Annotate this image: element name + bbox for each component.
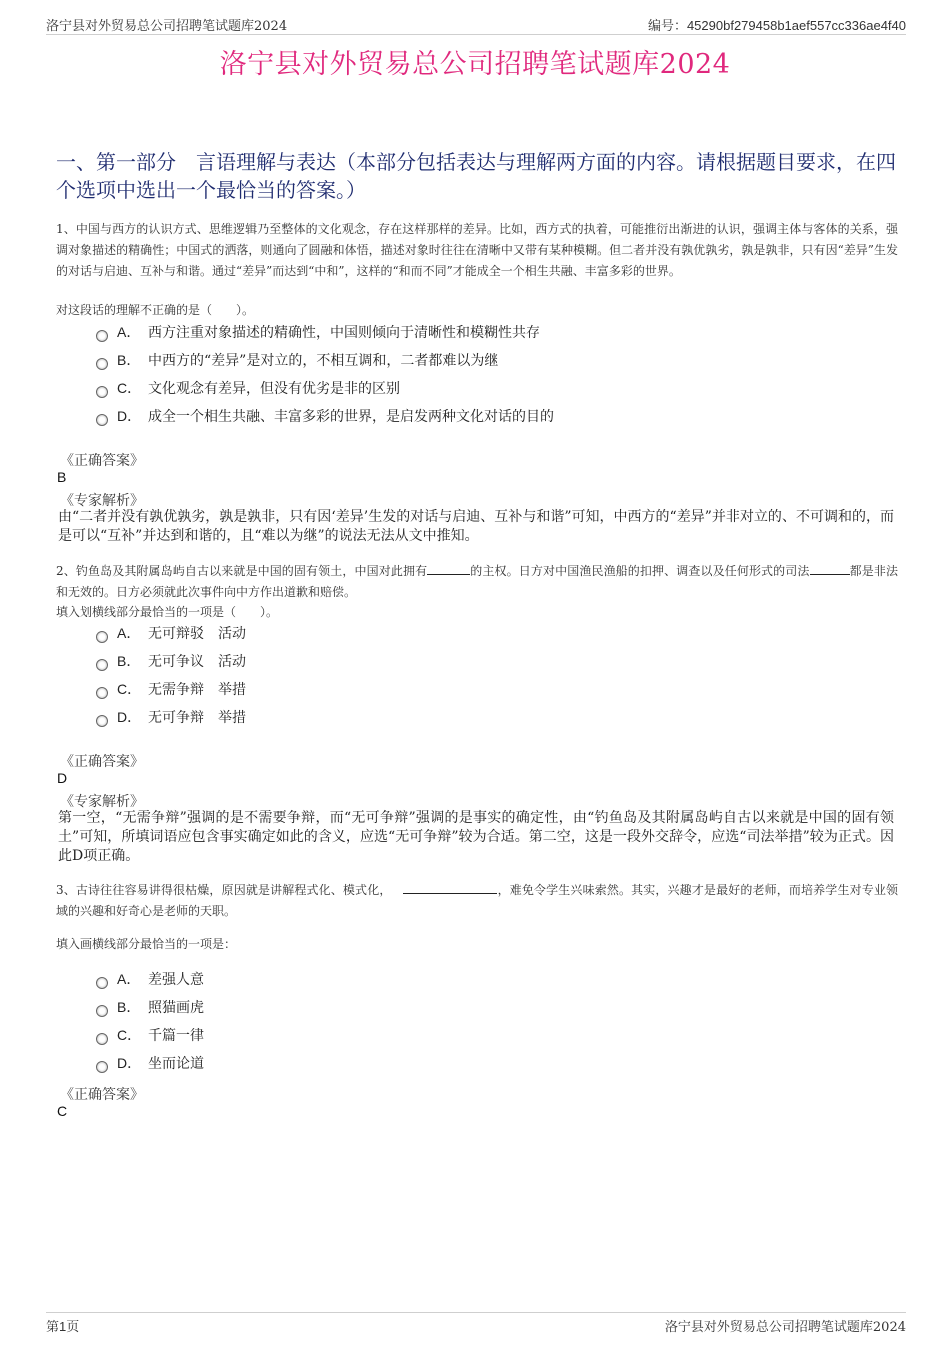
question-1-prompt: 对这段话的理解不正确的是（ ）。 (56, 303, 255, 317)
radio-icon[interactable] (96, 687, 108, 699)
question-2-prompt: 填入划横线部分最恰当的一项是（ ）。 (56, 605, 279, 619)
question-2-explanation: 第一空，“无需争辩”强调的是不需要争辩，而“无可争辩”强调的是事实的确定性，由“钓鱼岛及其附属岛屿自古以来就是中国的固有领土”可知，所填词语应包含事实确定如此的含义，应选“无可争辩”较为合适。第二空，这是一段外交辞令，应选“司法举措”较为正式。因此D项正确。 (58, 810, 894, 864)
option-letter: D． (117, 1055, 142, 1071)
radio-icon[interactable] (96, 358, 108, 370)
answer-blank (403, 881, 497, 894)
option-text: 坐而论道 (148, 1056, 204, 1072)
radio-icon[interactable] (96, 1033, 108, 1045)
option-text: 无可争辩 举措 (148, 710, 246, 726)
question-2-text: 2、钓鱼岛及其附属岛屿自古以来就是中国的固有领土，中国对此拥有 的主权。日方对中国渔民渔船的扣押、调查以及任何形式的司法 都是非法和无效的。日方必须就此次事件向中方作出道歉和赔偿。 (56, 564, 898, 599)
question-1-text: 1、中国与西方的认识方式、思维逻辑乃至整体的文化观念，存在这样那样的差异。比如，西方式的执着，可能推衍出渐进的认识，强调主体与客体的关系，强调对象描述的精确性；中国式的洒落，则通向了圆融和体悟，描述对象时往往在清晰中又带有某种模糊。但二者并没有孰优孰劣，孰是孰非，只有因“差异”生发的对话与启迪、互补与和谐。通过“差异”而达到“中和”，这样的“和而不同”才能成全一个相生共融、丰富多彩的世界。 (56, 222, 898, 278)
option-letter: B． (117, 999, 141, 1015)
footer-divider (46, 1312, 906, 1313)
option-letter: A． (117, 324, 141, 340)
question-1-explanation: 由“二者并没有孰优孰劣，孰是孰非，只有因‘差异’生发的对话与启迪、互补与和谐”可知，中西方的“差异”并非对立的、不可调和的，而是可以“互补”并达到和谐的，且“难以为继”的说法无法从文中推知。 (58, 509, 894, 544)
option-text: 千篇一律 (148, 1028, 204, 1044)
serial-value: 45290bf279458b1aef557cc336ae4f40 (686, 18, 906, 33)
question-3-option-a[interactable] (96, 969, 204, 989)
question-1-option-a[interactable] (96, 322, 540, 342)
question-1-answer-label: 《正确答案》 (60, 453, 144, 469)
page-title: 洛宁县对外贸易总公司招聘笔试题库2024 (219, 49, 731, 80)
question-2-explanation-label: 《专家解析》 (60, 794, 144, 810)
answer-blank (427, 562, 470, 575)
section-heading: 一、第一部分 言语理解与表达（本部分包括表达与理解两方面的内容。请根据题目要求，在四个选项中选出一个最恰当的答案。） (56, 150, 896, 202)
radio-icon[interactable] (96, 414, 108, 426)
radio-icon[interactable] (96, 330, 108, 342)
option-text: 差强人意 (148, 972, 204, 988)
radio-icon[interactable] (96, 631, 108, 643)
question-2-option-c[interactable] (96, 679, 246, 699)
option-text: 文化观念有差异，但没有优劣是非的区别 (148, 381, 400, 397)
radio-icon[interactable] (96, 1005, 108, 1017)
question-3-option-c[interactable] (96, 1025, 204, 1045)
question-2-option-a[interactable] (96, 623, 246, 643)
question-1-answer: B (57, 469, 67, 485)
question-2-answer-label: 《正确答案》 (60, 754, 144, 770)
question-1-option-b[interactable] (96, 350, 498, 370)
option-letter: A． (117, 625, 141, 641)
question-3-text: 3、古诗往往容易讲得很枯燥，原因就是讲解程式化、模式化， ，难免令学生兴味索然。其实，兴趣才是最好的老师，而培养学生对专业领域的兴趣和好奇心是老师的天职。 (56, 883, 898, 918)
option-letter: A． (117, 971, 141, 987)
question-2-option-b[interactable] (96, 651, 246, 671)
footer-page-number: 第1页 (46, 1319, 80, 1335)
option-text: 无可争议 活动 (148, 654, 246, 670)
radio-icon[interactable] (96, 977, 108, 989)
header-divider (46, 34, 906, 35)
option-letter: C． (117, 1027, 142, 1043)
radio-icon[interactable] (96, 386, 108, 398)
question-3-prompt: 填入画横线部分最恰当的一项是： (56, 937, 237, 951)
question-1-option-d[interactable] (96, 406, 554, 426)
option-text: 无需争辩 举措 (148, 682, 246, 698)
option-text: 中西方的“差异”是对立的，不相互调和，二者都难以为继 (148, 353, 499, 369)
option-letter: B． (117, 653, 141, 669)
serial-label: 编号： (647, 19, 687, 34)
option-text: 西方注重对象描述的精确性，中国则倾向于清晰性和模糊性共存 (148, 325, 540, 341)
option-letter: C． (117, 681, 142, 697)
header-document-title: 洛宁县对外贸易总公司招聘笔试题库2024 (46, 19, 288, 34)
option-letter: C． (117, 380, 142, 396)
header-serial-number (648, 15, 906, 34)
question-3-option-b[interactable] (96, 997, 204, 1017)
question-1-option-c[interactable] (96, 378, 400, 398)
option-letter: B． (117, 352, 141, 368)
question-2-option-d[interactable] (96, 707, 246, 727)
radio-icon[interactable] (96, 659, 108, 671)
question-3-answer: C (57, 1103, 68, 1119)
question-2-answer: D (57, 770, 68, 786)
radio-icon[interactable] (96, 1061, 108, 1073)
radio-icon[interactable] (96, 715, 108, 727)
option-text: 无可辩驳 活动 (148, 626, 246, 642)
footer-document-title: 洛宁县对外贸易总公司招聘笔试题库2024 (664, 1320, 906, 1335)
question-3-answer-label: 《正确答案》 (60, 1087, 144, 1103)
option-text: 照猫画虎 (148, 1000, 204, 1016)
question-1-explanation-label: 《专家解析》 (60, 493, 144, 509)
answer-blank (810, 562, 850, 575)
option-letter: D． (117, 709, 142, 725)
question-3-option-d[interactable] (96, 1053, 204, 1073)
option-text: 成全一个相生共融、丰富多彩的世界，是启发两种文化对话的目的 (148, 409, 554, 425)
option-letter: D． (117, 408, 142, 424)
